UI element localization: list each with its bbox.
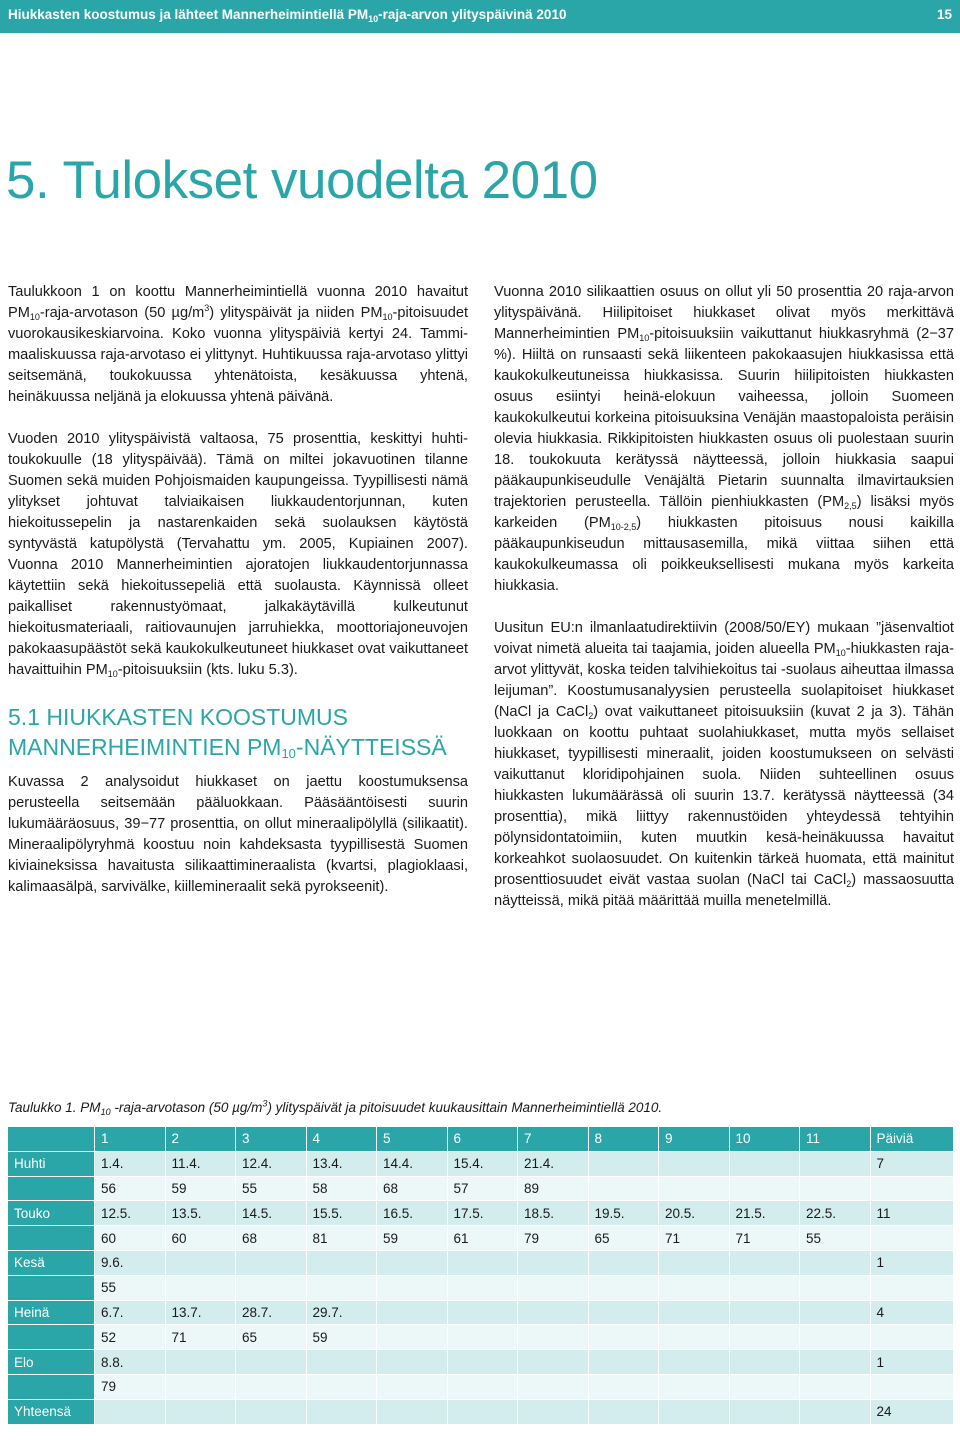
- date-cell: [730, 1301, 801, 1326]
- date-cell: [730, 1251, 801, 1276]
- value-cell: [589, 1375, 660, 1400]
- table-cell: [518, 1400, 589, 1425]
- value-cell: [377, 1276, 448, 1301]
- value-cell: [377, 1375, 448, 1400]
- table-header-cell: 4: [307, 1127, 378, 1152]
- date-cell: [307, 1350, 378, 1375]
- date-cell: 9.6.: [95, 1251, 166, 1276]
- month-label: Elo: [8, 1350, 95, 1375]
- table-cell: [377, 1400, 448, 1425]
- date-cell: 14.5.: [236, 1201, 307, 1226]
- value-cell: 59: [307, 1325, 378, 1350]
- value-cell: [589, 1325, 660, 1350]
- month-label-spacer: [8, 1177, 95, 1202]
- total-label: Yhteensä: [8, 1400, 95, 1425]
- table-row: [8, 1325, 954, 1350]
- value-cell: 68: [377, 1177, 448, 1202]
- value-cell: 79: [518, 1226, 589, 1251]
- date-cell: [377, 1251, 448, 1276]
- days-spacer: [871, 1276, 955, 1301]
- table-cell: [448, 1400, 519, 1425]
- date-cell: 17.5.: [448, 1201, 519, 1226]
- month-label-spacer: [8, 1226, 95, 1251]
- paragraph: Kuvassa 2 analysoidut hiukkaset on jaettu koostumuksensa perusteella seitsemään pääluokkaan. Pääsääntöisesti suurin lukumääräosuus, 39−77 prosenttia, on ollut mineraalipölyllä (silikaatit). Mineraalipölyryhmä koostuu noin kahdeksasta tyypillisestä Suomen kiviaineksissa havaitusta silikaattimineraalista (kvartsi, plagioklaasi, kalimaasälpä, sarvivälke, kiillemineraalit sekä pyrokseenit).: [8, 774, 468, 895]
- left-column: [8, 282, 468, 919]
- value-cell: 57: [448, 1177, 519, 1202]
- value-cell: [659, 1325, 730, 1350]
- table-header-cell: 8: [589, 1127, 660, 1152]
- value-cell: 71: [659, 1226, 730, 1251]
- value-cell: [166, 1276, 237, 1301]
- value-cell: [659, 1177, 730, 1202]
- date-cell: 14.4.: [377, 1152, 448, 1177]
- table-cell: [800, 1400, 871, 1425]
- table-header-cell: 3: [236, 1127, 307, 1152]
- table-cell: [166, 1400, 237, 1425]
- table-cell: [236, 1400, 307, 1425]
- date-cell: 6.7.: [95, 1301, 166, 1326]
- date-cell: 15.5.: [307, 1201, 378, 1226]
- date-cell: 22.5.: [800, 1201, 871, 1226]
- date-cell: [448, 1301, 519, 1326]
- value-cell: [659, 1276, 730, 1301]
- value-cell: 60: [95, 1226, 166, 1251]
- date-cell: [589, 1152, 660, 1177]
- date-cell: [448, 1251, 519, 1276]
- date-cell: 19.5.: [589, 1201, 660, 1226]
- date-cell: [448, 1350, 519, 1375]
- value-cell: 65: [236, 1325, 307, 1350]
- value-cell: 71: [166, 1325, 237, 1350]
- date-cell: 13.7.: [166, 1301, 237, 1326]
- value-cell: [518, 1325, 589, 1350]
- month-label-spacer: [8, 1375, 95, 1400]
- table-row: [8, 1177, 954, 1202]
- value-cell: [518, 1375, 589, 1400]
- value-cell: [518, 1276, 589, 1301]
- table-cell: [307, 1400, 378, 1425]
- date-cell: 1.4.: [95, 1152, 166, 1177]
- value-cell: 52: [95, 1325, 166, 1350]
- value-cell: 60: [166, 1226, 237, 1251]
- table-header-cell: 5: [377, 1127, 448, 1152]
- value-cell: 59: [166, 1177, 237, 1202]
- table-header-cell: Päiviä: [871, 1127, 955, 1152]
- value-cell: [659, 1375, 730, 1400]
- table-header-row: [8, 1127, 954, 1152]
- table-row: [8, 1226, 954, 1251]
- value-cell: [236, 1375, 307, 1400]
- date-cell: [518, 1350, 589, 1375]
- date-cell: [659, 1301, 730, 1326]
- table-row: [8, 1276, 954, 1301]
- value-cell: 65: [589, 1226, 660, 1251]
- date-cell: [518, 1301, 589, 1326]
- date-cell: [236, 1350, 307, 1375]
- days-spacer: [871, 1375, 955, 1400]
- value-cell: 55: [236, 1177, 307, 1202]
- paragraph: Vuoden 2010 ylityspäivistä valtaosa, 75 prosenttia, keskittyi huhti-toukokuulle (18 ylityspäivää). Tämä on miltei jokavuotinen tilanne Suomen sekä muiden Pohjoismaiden kaupungeissa. Tyypillisesti nämä ylitykset johtuvat talviaikaisen liukkaudentorjunnan, kuten hiekoitussepelin ja nastarenkaiden sekä suolauksen käytöstä syntyvästä katupölystä (Tervahattu ym. 2005, Kupiainen 2007). Vuonna 2010 Mannerheimintien ajoratojen liukkaudentorjunnassa käytettiin sekä hiekoitussepeliä että suolausta. Käynnissä olleet paikalliset rakennustyömaat, jalkakäytävillä kulkeutunut hiekoitusmateriaali, raitiovaunujen jarruhiekka, moottoriajoneuvojen pakokaasupäästöt sekä kaukokulkeutuneet hiukkaset ovat vaikuttaneet havaittuihin $PM_{10}$-pitoisuuksiin (kts. luku 5.3).: [8, 431, 468, 679]
- days-spacer: [871, 1226, 955, 1251]
- value-cell: [730, 1325, 801, 1350]
- table-row: [8, 1375, 954, 1400]
- value-cell: 55: [800, 1226, 871, 1251]
- value-cell: 56: [95, 1177, 166, 1202]
- table-header-cell: 7: [518, 1127, 589, 1152]
- value-cell: [236, 1276, 307, 1301]
- date-cell: [166, 1350, 237, 1375]
- days-count: 7: [871, 1152, 955, 1177]
- value-cell: 61: [448, 1226, 519, 1251]
- value-cell: 89: [518, 1177, 589, 1202]
- month-label: Huhti: [8, 1152, 95, 1177]
- date-cell: [800, 1301, 871, 1326]
- table-cell: [589, 1400, 660, 1425]
- date-cell: [377, 1350, 448, 1375]
- value-cell: [730, 1177, 801, 1202]
- days-count: 11: [871, 1201, 955, 1226]
- value-cell: [448, 1375, 519, 1400]
- date-cell: 18.5.: [518, 1201, 589, 1226]
- table-cell: [659, 1400, 730, 1425]
- page-number: 15: [936, 7, 952, 22]
- value-cell: 71: [730, 1226, 801, 1251]
- value-cell: 81: [307, 1226, 378, 1251]
- value-cell: [307, 1375, 378, 1400]
- chapter-title: 5. Tulokset vuodelta 2010: [6, 151, 598, 210]
- date-cell: 16.5.: [377, 1201, 448, 1226]
- table-header-cell: 9: [659, 1127, 730, 1152]
- date-cell: [589, 1301, 660, 1326]
- value-cell: 58: [307, 1177, 378, 1202]
- date-cell: 11.4.: [166, 1152, 237, 1177]
- date-cell: 21.4.: [518, 1152, 589, 1177]
- days-count: 1: [871, 1350, 955, 1375]
- value-cell: [377, 1325, 448, 1350]
- value-cell: [730, 1375, 801, 1400]
- date-cell: 28.7.: [236, 1301, 307, 1326]
- running-header-title: Hiukkasten koostumus ja lähteet Mannerheimintiellä $PM_{10}-raja$-arvon ylityspäivinä 2010: [8, 7, 567, 24]
- days-count: 1: [871, 1251, 955, 1276]
- date-cell: [518, 1251, 589, 1276]
- date-cell: [166, 1251, 237, 1276]
- table-header-cell: 1: [95, 1127, 166, 1152]
- date-cell: [659, 1152, 730, 1177]
- date-cell: 21.5.: [730, 1201, 801, 1226]
- days-spacer: [871, 1177, 955, 1202]
- date-cell: [236, 1251, 307, 1276]
- table-row: [8, 1152, 954, 1177]
- date-cell: [659, 1350, 730, 1375]
- table-header-cell: [8, 1127, 95, 1152]
- month-label: Kesä: [8, 1251, 95, 1276]
- month-label-spacer: [8, 1325, 95, 1350]
- date-cell: [589, 1350, 660, 1375]
- paragraph: Vuonna 2010 silikaattien osuus on ollut yli 50 prosenttia 20 raja-arvon ylityspäivänä. Hiilipitoiset hiukkaset olivat myös merkittävä Mannerheimintien $PM_{10}$-pitoisuuksiin vaikuttanut hiukkasryhmä (2−37 %). Hiiltä on runsaasti sekä liikenteen pakokaasujen hiukkasissa että kaukokulkeutuneissa hiukkasissa. Suurin hiilipitoisten hiukkasten osuus esiintyi heinä-elokuun vaiheessa, jolloin Suomeen kaukokulkeutui korkeina pitoisuuksina Venäjän maastopaloista peräisin olevia hiukkasia. Rikkipitoisten hiukkasten osuus oli puolestaan suurin 18. toukokuuta kerätyssä näytteessä, jolloin hiukkasia saapui pääkaupunkiseudulle Venäjältä Pietarin suunnalta ilmavirtauksien trajektorien perusteella. Tällöin pienhiukkasten $(PM_{2,5})$ lisäksi myös karkeiden $(PM_{10-2,5})$ hiukkasten pitoisuus nousi kaikilla pääkaupunkiseudun mittausasemilla, mikä viittaa siihen että kaukokulkeumassa oli poikkeuksellisesti mukana myös karkeita hiukkasia.: [494, 284, 954, 594]
- paragraph: Taulukkoon 1 on koottu Mannerheimintiellä vuonna 2010 havaitut $PM_{10}-raja$-arvotason (50 $\mu g/m^3$) ylityspäivät ja niiden $PM_{10}$-pitoisuudet vuorokausikeskiarvoina. Koko vuonna ylityspäiviä kertyi 24. Tammi-maaliskuussa raja-arvotaso ei ylittynyt. Huhtikuussa raja-arvotaso ylittyi seitsemänä, toukokuussa yhtenätoista, kesäkuussa yhtenä, heinäkuussa neljänä ja elokuussa yhtenä päivänä.: [8, 284, 468, 405]
- value-cell: [448, 1325, 519, 1350]
- value-cell: 68: [236, 1226, 307, 1251]
- date-cell: [589, 1251, 660, 1276]
- value-cell: 55: [95, 1276, 166, 1301]
- table-cell: [95, 1400, 166, 1425]
- table-header-cell: 6: [448, 1127, 519, 1152]
- table-header-cell: 10: [730, 1127, 801, 1152]
- section-heading: 5.1 HIUKKASTEN KOOSTUMUS MANNERHEIMINTIEN $PM_{10}$-NÄYTTEISSÄ: [8, 704, 447, 761]
- value-cell: [800, 1177, 871, 1202]
- value-cell: 79: [95, 1375, 166, 1400]
- value-cell: [307, 1276, 378, 1301]
- date-cell: 12.5.: [95, 1201, 166, 1226]
- exceedance-table: [8, 1127, 954, 1425]
- date-cell: 29.7.: [307, 1301, 378, 1326]
- month-label: Touko: [8, 1201, 95, 1226]
- date-cell: 8.8.: [95, 1350, 166, 1375]
- paragraph: Uusitun EU:n ilmanlaatudirektiivin (2008/50/EY) mukaan ”jäsenvaltiot voivat nimetä alueita tai taajamia, joiden alueella $PM_{10}$-hiukkasten raja-arvot ylittyvät, koska teiden talvihiekoitus tai -suolaus aiheuttaa ilmassa leijuman”. Koostumusanalyysien perusteella suolapitoiset hiukkaset (NaCl ja CaCl$_2$) ovat vaikuttaneet pitoisuuksiin (kuvat 2 ja 3). Tähän luokkaan on koottu puhtaat suolahiukkaset, mutta myös sellaiset hiukkaset, tyypillisesti mineraalit, joiden koostumukseen on selvästi vaikuttanut kloridipohjainen suola. Niiden suhteellinen osuus hiukkasten lukumäärässä oli suurin 13.7. kerätyssä näytteessä (34 prosenttia), mikä liittyy rakennustöiden yhteydessä tehtyihin pölynsidontatoimiin, kuten muutkin kesä-heinäkuussa havaitut korkeahkot suolaosuudet. On kuitenkin tärkeä huomata, että mainitut prosenttiosuudet eivät vastaa suolan (NaCl tai CaCl$_2$) massaosuutta näytteissä, mikä pitää määrittää muilla menetelmillä.: [494, 620, 954, 909]
- date-cell: 15.4.: [448, 1152, 519, 1177]
- table-header-cell: 11: [800, 1127, 871, 1152]
- table-row: [8, 1201, 954, 1226]
- running-header: [0, 0, 960, 33]
- table-header-cell: 2: [166, 1127, 237, 1152]
- days-count: 4: [871, 1301, 955, 1326]
- date-cell: [730, 1152, 801, 1177]
- date-cell: [659, 1251, 730, 1276]
- value-cell: [800, 1325, 871, 1350]
- total-days: 24: [871, 1400, 955, 1425]
- table-row: [8, 1251, 954, 1276]
- right-column: [494, 282, 954, 933]
- days-spacer: [871, 1325, 955, 1350]
- table-row: [8, 1350, 954, 1375]
- month-label-spacer: [8, 1276, 95, 1301]
- date-cell: [800, 1350, 871, 1375]
- table-cell: [730, 1400, 801, 1425]
- value-cell: [800, 1375, 871, 1400]
- date-cell: [800, 1251, 871, 1276]
- date-cell: 20.5.: [659, 1201, 730, 1226]
- date-cell: 12.4.: [236, 1152, 307, 1177]
- value-cell: 59: [377, 1226, 448, 1251]
- date-cell: [800, 1152, 871, 1177]
- table-caption: Taulukko 1. $PM_{10}$ -raja-arvotason (50 $\mu g/m^3$) ylityspäivät ja pitoisuudet kuukausittain Mannerheimintiellä 2010.: [8, 1098, 663, 1117]
- value-cell: [730, 1276, 801, 1301]
- value-cell: [448, 1276, 519, 1301]
- month-label: Heinä: [8, 1301, 95, 1326]
- table-total-row: [8, 1400, 954, 1425]
- date-cell: 13.5.: [166, 1201, 237, 1226]
- value-cell: [589, 1177, 660, 1202]
- value-cell: [166, 1375, 237, 1400]
- date-cell: 13.4.: [307, 1152, 378, 1177]
- date-cell: [377, 1301, 448, 1326]
- value-cell: [800, 1276, 871, 1301]
- value-cell: [589, 1276, 660, 1301]
- date-cell: [307, 1251, 378, 1276]
- date-cell: [730, 1350, 801, 1375]
- table-row: [8, 1301, 954, 1326]
